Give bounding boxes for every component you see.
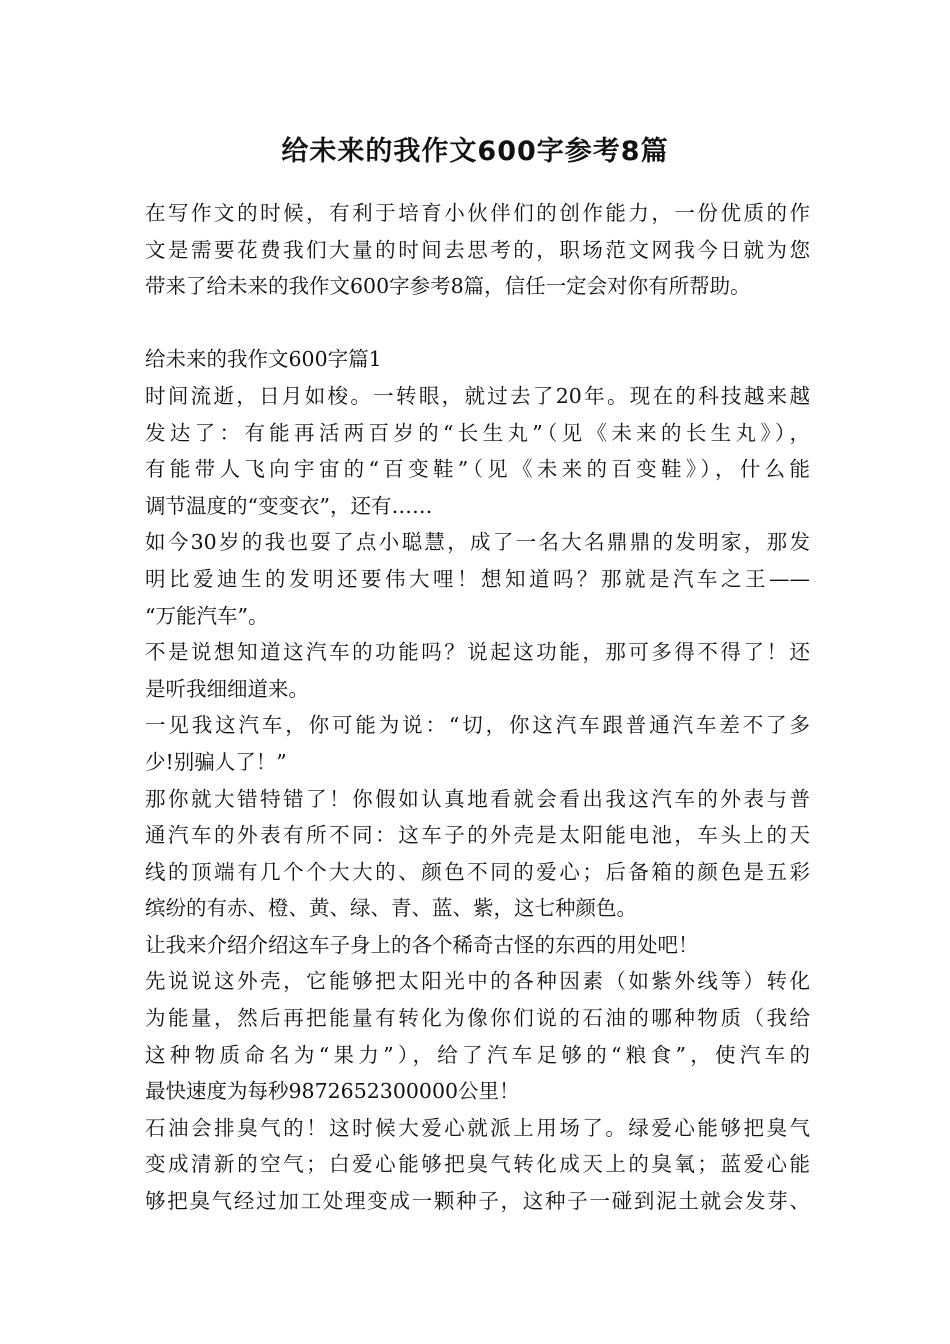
blank-line: [145, 305, 810, 342]
text-line: 带来了给未来的我作文600字参考8篇，信任一定会对你有所帮助。: [145, 274, 751, 299]
text-line: 有能带人飞向宇宙的“百变鞋”（见《未来的百变鞋》），什么能: [145, 457, 810, 482]
text-line: 让我来介绍介绍这车子身上的各个稀奇古怪的东西的用处吧！: [145, 932, 699, 957]
text-line: 不是说想知道这汽车的功能吗？说起这功能，那可多得不得了！还: [145, 640, 810, 665]
text-line: 发达了：有能再活两百岁的“长生丸”（见《未来的长生丸》），: [145, 420, 810, 445]
text-line: 给未来的我作文600字篇1: [145, 347, 382, 372]
text-line: 调节温度的“变变衣”，还有……: [145, 493, 433, 518]
text-line: 时间流逝，日月如梭。一转眼，就过去了20年。现在的科技越来越: [145, 383, 810, 408]
text-line: “万能汽车”。: [145, 603, 269, 628]
text-line: 一见我这汽车，你可能为说：“切，你这汽车跟普通汽车差不了多: [145, 713, 810, 738]
text-line: 那你就大错特错了！你假如认真地看就会看出我这汽车的外表与普: [145, 786, 810, 811]
text-line: 为能量，然后再把能量有转化为像你们说的石油的哪种物质（我给: [145, 1006, 810, 1031]
text-line: 如今30岁的我也耍了点小聪慧，成了一名大名鼎鼎的发明家，那发: [145, 530, 810, 555]
document-title: 给未来的我作文600字参考8篇: [281, 136, 669, 167]
text-line: 最快速度为每秒9872652300000公里！: [145, 1079, 520, 1104]
text-line: 明比爱迪生的发明还要伟大哩！想知道吗？那就是汽车之王——: [145, 566, 810, 591]
text-line: 通汽车的外表有所不同：这车子的外壳是太阳能电池，车头上的天: [145, 823, 810, 848]
text-line: 在写作文的时候，有利于培育小伙伴们的创作能力，一份优质的作: [145, 201, 810, 225]
text-line: 线的顶端有几个个大大的、颜色不同的爱心；后备箱的颜色是五彩: [145, 859, 810, 884]
text-line: 是听我细细道来。: [145, 676, 309, 701]
text-line: 少!别骗人了！”: [145, 749, 287, 774]
text-line: 先说说这外壳，它能够把太阳光中的各种因素（如紫外线等）转化: [145, 969, 810, 994]
text-line: 石油会排臭气的！这时候大爱心就派上用场了。绿爱心能够把臭气: [145, 1115, 810, 1140]
text-line: 文是需要花费我们大量的时间去思考的，职场范文网我今日就为您: [145, 237, 810, 262]
document-body: [145, 195, 810, 1220]
text-line: 变成清新的空气；白爱心能够把臭气转化成天上的臭氧；蓝爱心能: [145, 1152, 810, 1177]
text-line: 缤纷的有赤、橙、黄、绿、青、蓝、紫，这七种颜色。: [145, 896, 637, 921]
text-line: 这种物质命名为“果力”），给了汽车足够的“粮食”，使汽车的: [145, 1042, 810, 1067]
text-line: 够把臭气经过加工处理变成一颗种子，这种子一碰到泥土就会发芽、: [145, 1189, 810, 1214]
